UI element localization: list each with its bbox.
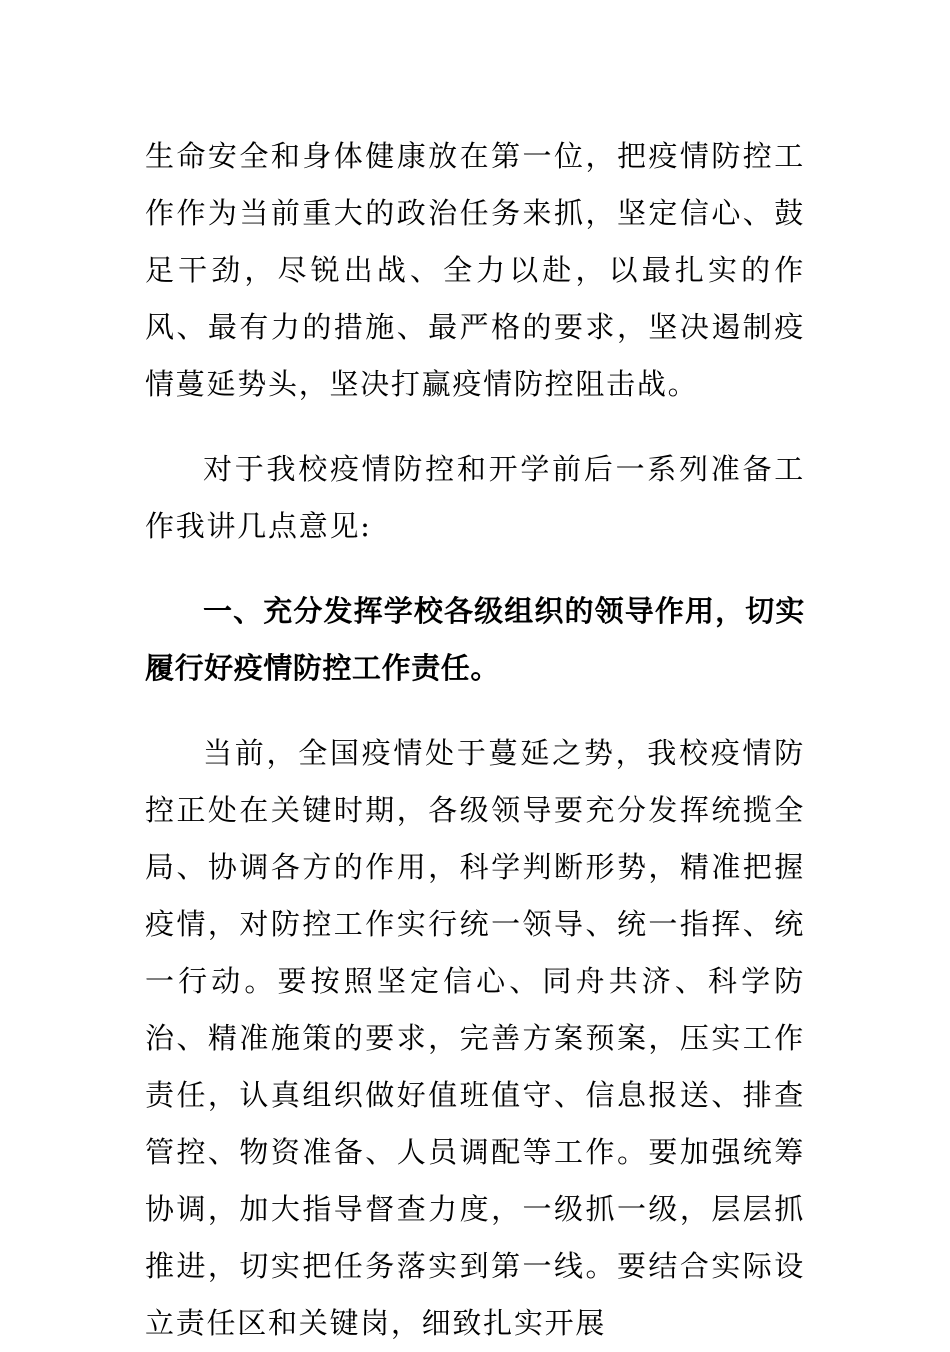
section-heading-1: 一、充分发挥学校各级组织的领导作用，切实履行好疫情防控工作责任。	[145, 594, 805, 685]
body-paragraph-continued: 生命安全和身体健康放在第一位，把疫情防控工作作为当前重大的政治任务来抓，坚定信心、鼓足干劲，尽锐出战、全力以赴，以最扎实的作风、最有力的措施、最严格的要求，坚决遏制疫情蔓延势头，坚决打赢疫情防控阻击战。	[145, 139, 805, 401]
document-page	[145, 128, 805, 1352]
body-paragraph-intro: 对于我校疫情防控和开学前后一系列准备工作我讲几点意见:	[145, 452, 805, 543]
body-paragraph-section-1: 当前，全国疫情处于蔓延之势，我校疫情防控正处在关键时期，各级领导要充分发挥统揽全局、协调各方的作用，科学判断形势，精准把握疫情，对防控工作实行统一领导、统一指挥、统一行动。要按照坚定信心、同舟共济、科学防治、精准施策的要求，完善方案预案，压实工作责任，认真组织做好值班值守、信息报送、排查管控、物资准备、人员调配等工作。要加强统筹协调，加大指导督查力度，一级抓一级，层层抓推进，切实把任务落实到第一线。要结合实际设立责任区和关键岗，细致扎实开展	[145, 736, 805, 1340]
